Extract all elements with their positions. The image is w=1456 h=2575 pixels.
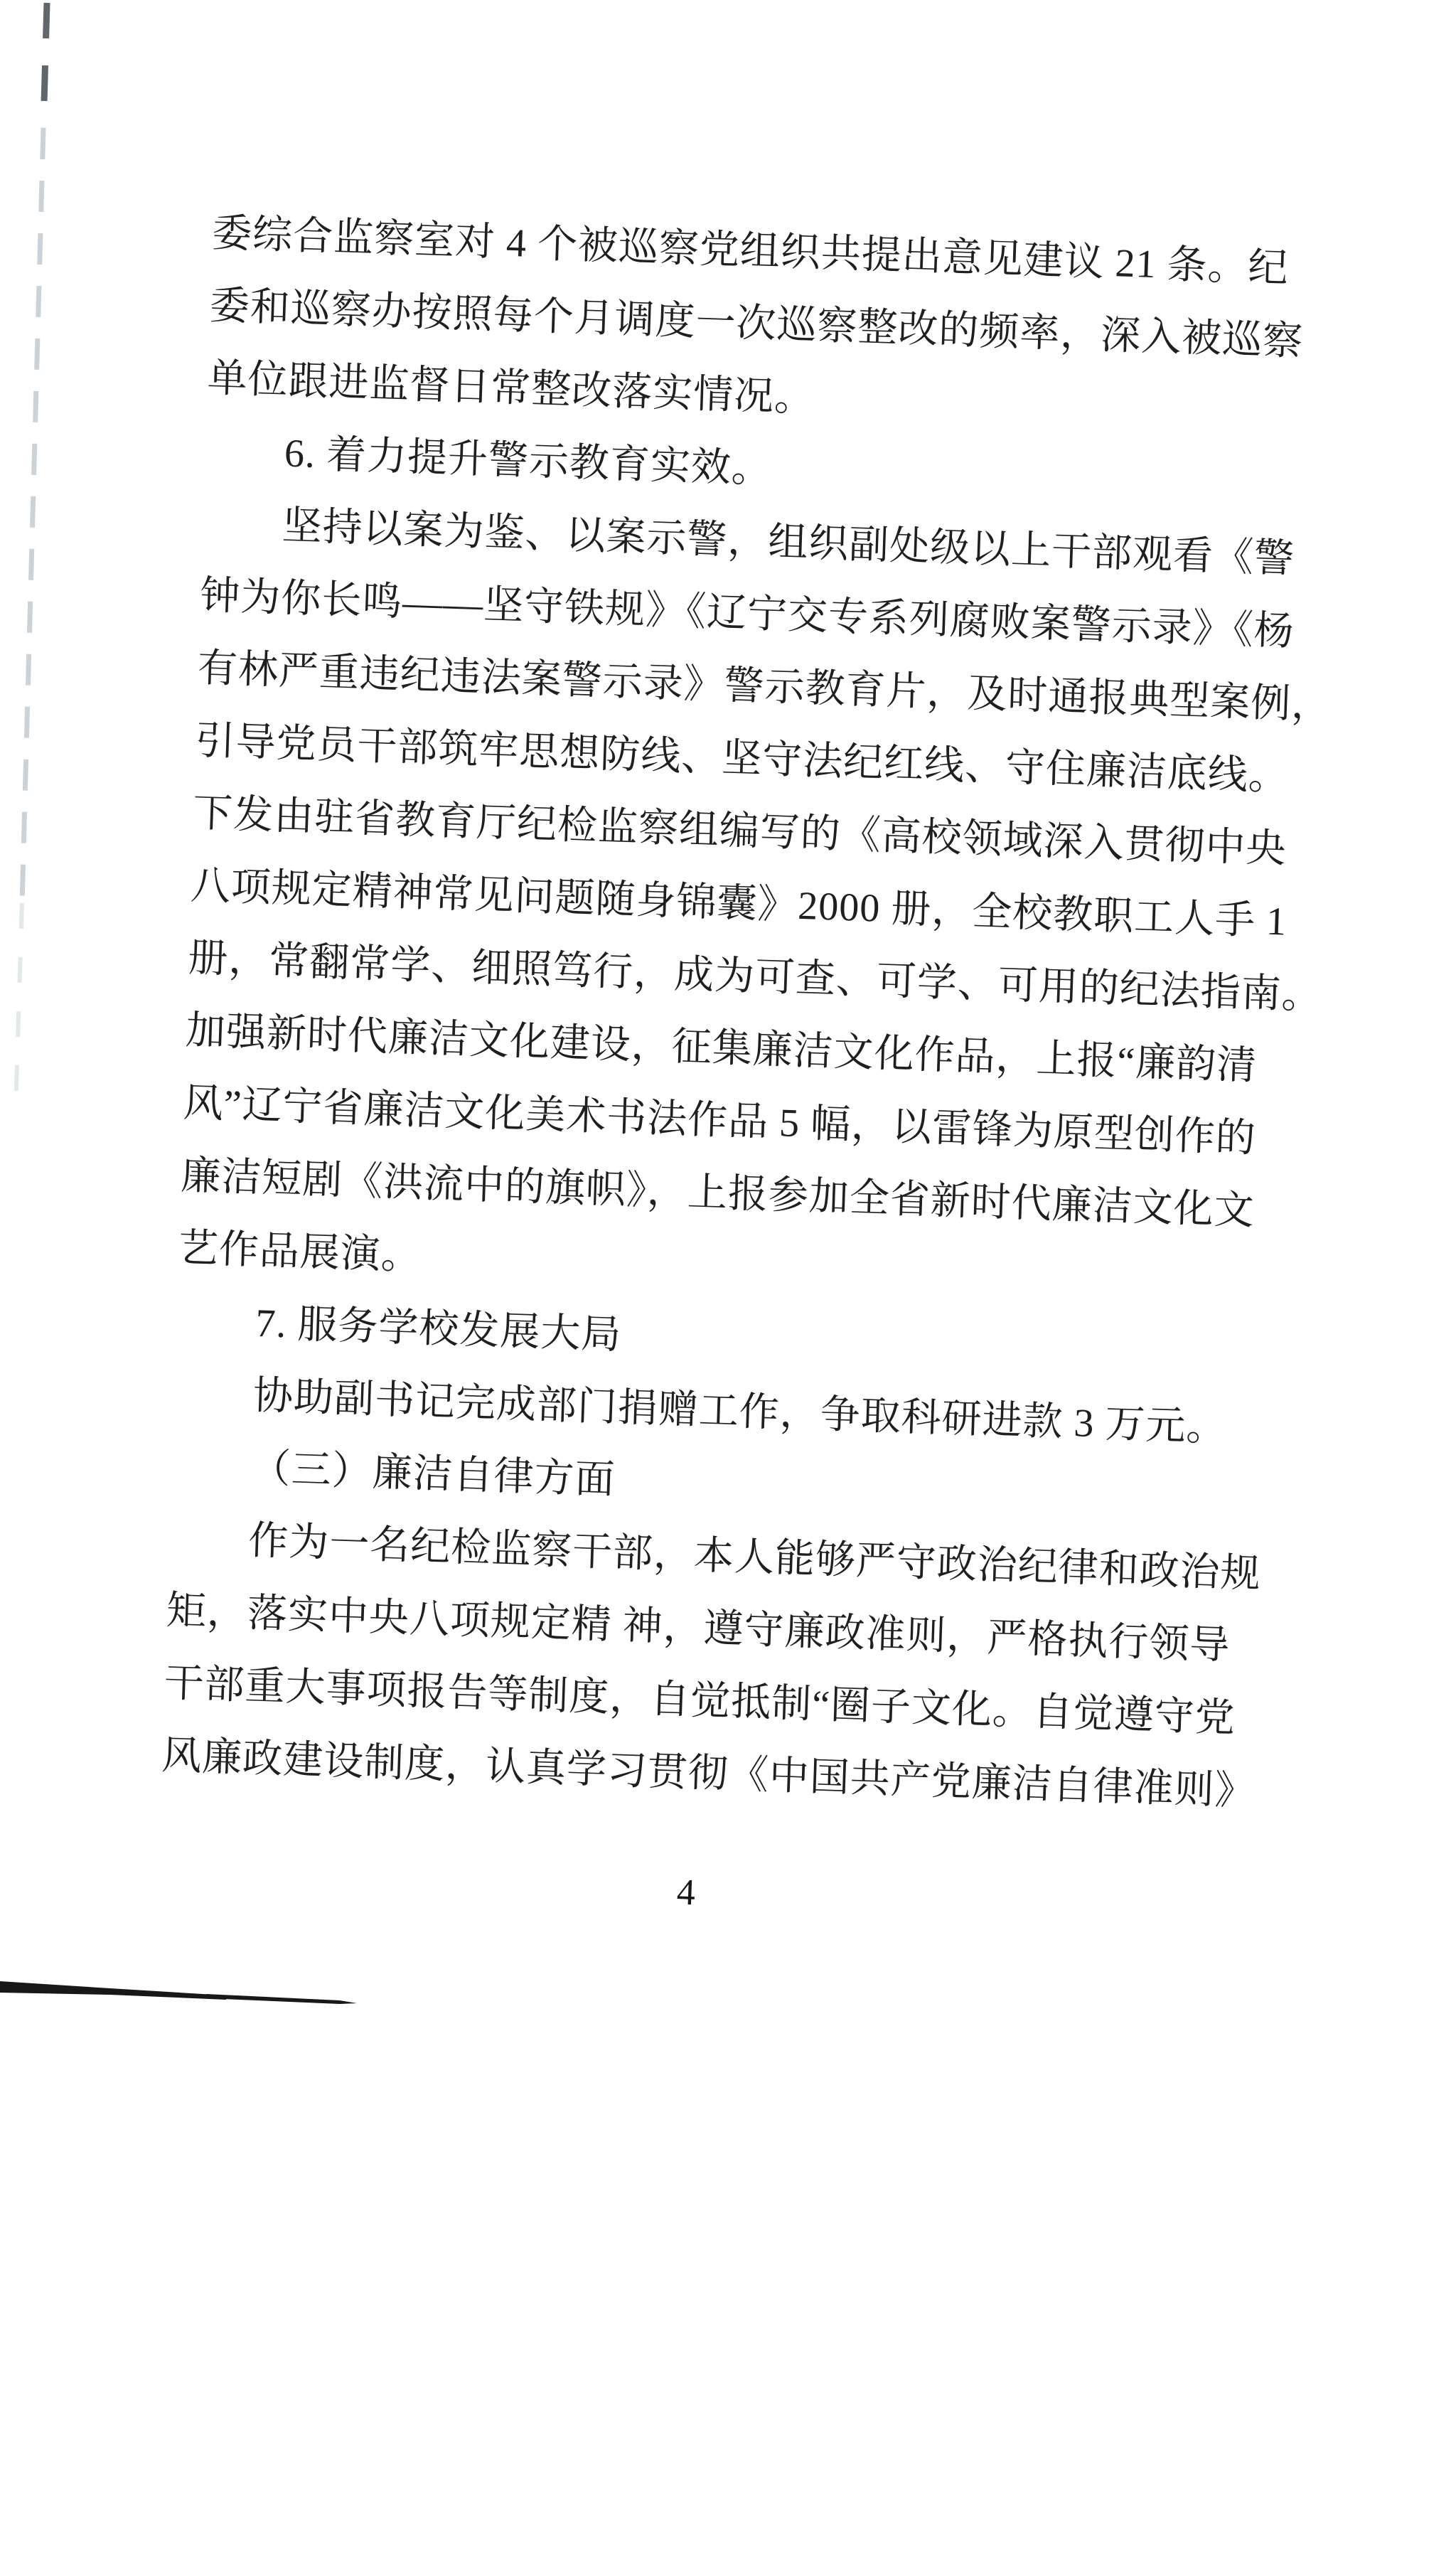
ink-streak-tail bbox=[206, 1994, 357, 2004]
text-line: 廉洁短剧《洪流中的旗帜》，上报参加全省新时代廉洁文化文 bbox=[180, 1153, 1256, 1234]
crease-line-top bbox=[43, 3, 47, 128]
crease-line-faint bbox=[16, 903, 22, 1109]
page-number: 4 bbox=[676, 1872, 696, 1914]
crease-line-mid bbox=[22, 128, 43, 903]
heading-item-7: 7. 服务学校发展大局 bbox=[255, 1301, 623, 1358]
text-line: 册，常翻常学、细照笃行，成为可查、可学、可用的纪法指南。 bbox=[187, 936, 1323, 1018]
text-line: 协助副书记完成部门捐赠工作，争取科研进款 3 万元。 bbox=[252, 1373, 1228, 1451]
text-line: 下发由驻省教育厅纪检监察组编写的《高校领域深入贯彻中央 bbox=[192, 791, 1288, 872]
text-line: 干部重大事项报告等制度，自觉抵制“圈子文化。自觉遵守党 bbox=[163, 1660, 1236, 1741]
text-line: 单位跟进监督日常整改落实情况。 bbox=[206, 356, 816, 421]
text-line: 引导党员干部筑牢思想防线、坚守法纪红线、守住廉洁底线。 bbox=[194, 718, 1290, 799]
ink-streak-artifact bbox=[0, 1981, 226, 2000]
text-line: 坚持以案为鉴、以案示警，组织副处级以上干部观看《警 bbox=[281, 503, 1295, 582]
text-line: 委综合监察室对 4 个被巡察党组织共提出意见建议 21 条。纪 bbox=[211, 210, 1290, 292]
document-body bbox=[161, 197, 1365, 1830]
text-line: 钟为你长鸣——坚守铁规》《辽宁交专系列腐败案警示录》《杨 bbox=[199, 573, 1295, 654]
text-line: 作为一名纪检监察干部，本人能够严守政治纪律和政治规 bbox=[247, 1518, 1262, 1596]
text-line: 风”辽宁省廉洁文化美术书法作品 5 幅，以雷锋为原型创作的 bbox=[182, 1081, 1257, 1161]
text-line: 风廉政建设制度，认真学习贯彻《中国共产党廉洁自律准则》 bbox=[161, 1733, 1256, 1814]
heading-item-6: 6. 着力提升警示教育实效。 bbox=[284, 431, 773, 492]
text-line: 八项规定精神常见问题随身锦囊》2000 册，全校教职工人手 1 bbox=[189, 863, 1288, 944]
text-line: 矩，落实中央八项规定精 神，遵守廉政准则，严格执行领导 bbox=[166, 1588, 1231, 1668]
text-line: 委和巡察办按照每个月调度一次巡察整改的频率，深入被巡察 bbox=[208, 283, 1305, 364]
text-line: 有林严重违纪违法案警示录》警示教育片，及时通报典型案例， bbox=[196, 646, 1333, 728]
text-line: 艺作品展演。 bbox=[177, 1226, 422, 1279]
text-line: 加强新时代廉洁文化建设，征集廉洁文化作品，上报“廉韵清 bbox=[185, 1008, 1258, 1089]
heading-section-3: （三）廉洁自律方面 bbox=[250, 1446, 616, 1503]
